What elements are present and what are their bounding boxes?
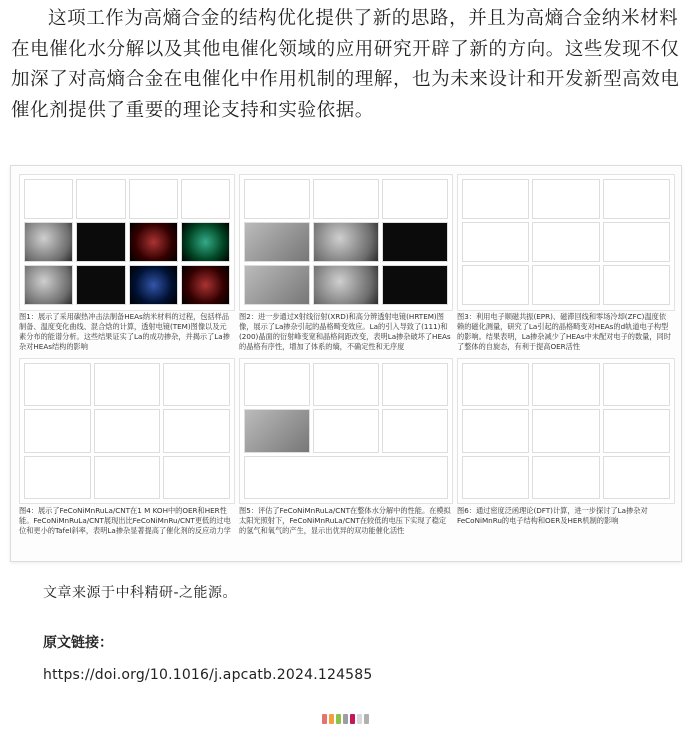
eds-map <box>129 222 178 262</box>
temperature-curve <box>76 179 125 219</box>
source-credit: 文章来源于中科精研-之能源。 <box>43 585 238 601</box>
magnetization-plot <box>462 222 529 262</box>
tem-image <box>24 222 73 262</box>
eds-map <box>129 265 178 305</box>
figure-panel-1 <box>19 174 235 311</box>
xrd-plot <box>244 179 310 219</box>
epr-spectrum <box>462 179 529 219</box>
panel-6-images <box>462 363 670 499</box>
hrtem-image <box>244 265 310 305</box>
figure-panel-2 <box>239 174 453 311</box>
research-figure-collage <box>10 165 682 562</box>
hrtem-image <box>313 265 379 305</box>
dos-plot <box>532 409 599 452</box>
polarization-curve <box>382 363 448 406</box>
hrtem-image <box>244 222 310 262</box>
magnetization-plot <box>532 222 599 262</box>
fft-pattern <box>382 222 448 262</box>
original-link[interactable]: https://doi.org/10.1016/j.apcatb.2024.124585 <box>43 667 373 683</box>
color-dot <box>364 714 369 724</box>
comparison-plot <box>313 409 379 452</box>
color-dots-decoration <box>322 714 369 724</box>
panel-4-images <box>24 363 230 499</box>
lattice-distortion-plot <box>382 179 448 219</box>
dos-plot <box>462 363 529 406</box>
eis-plot <box>163 409 230 452</box>
bar-chart <box>94 456 161 499</box>
figure-caption-1: 图1：展示了采用碳热冲击法制备HEAs纳米材料的过程，包括样品制备、温度变化曲线、混合焓的计算，透射电镜(TEM)图像以及元素分布的能谱分析。这些结果证实了La的成功掺杂，并揭示了La掺杂对HEAs结构的影响 <box>19 312 230 351</box>
eds-map <box>181 222 230 262</box>
eds-map <box>76 265 125 305</box>
figure-caption-4: 图4：展示了FeCoNiMnRuLa/CNT在1 M KOH中的OER和HER性能。FeCoNiMnRuLa/CNT展现出比FeCoNiMnRu/CNT更低的过电位和更小的Tafel斜率，表明La掺杂显著提高了催化剂的反应动力学 <box>19 506 231 535</box>
mixing-enthalpy-plot <box>129 179 178 219</box>
pdos-plot <box>603 409 670 452</box>
fft-pattern <box>382 265 448 305</box>
bar-chart <box>163 456 230 499</box>
figure-caption-5: 图5：评估了FeCoNiMnRuLa/CNT在整体水分解中的性能。在模拟太阳光照射下，FeCoNiMnRuLa/CNT在较低的电压下实现了稳定的氢气和氧气的产生，显示出优异的双功能催化活性 <box>239 506 451 535</box>
polarization-curve <box>313 363 379 406</box>
figure-caption-3: 图3：利用电子顺磁共振(EPR)、磁滞回线和零场冷却(ZFC)温度依赖的磁化测量，研究了La引起的晶格畸变对HEAs的d轨道电子构型的影响。结果表明，La掺杂减少了HEAs中未配对电子的数量，同时了整体的自旋态，有利于提高OER活性 <box>457 312 671 351</box>
stability-plot <box>244 456 448 499</box>
figure-panel-4 <box>19 358 235 504</box>
figure-panel-5 <box>239 358 453 504</box>
color-dot <box>336 714 341 724</box>
eds-map <box>76 222 125 262</box>
color-dot <box>343 714 348 724</box>
dos-plot <box>532 363 599 406</box>
panel-1-images <box>24 179 230 305</box>
figure-caption-6: 图6：通过密度泛函理论(DFT)计算，进一步探讨了La掺杂对FeCoNiMnRu的电子结构和OER及HER机制的影响 <box>457 506 648 525</box>
hysteresis-loop <box>532 179 599 219</box>
panel-3-images <box>462 179 670 305</box>
her-lsv-plot <box>24 409 91 452</box>
panel-2-images <box>244 179 448 305</box>
color-dot <box>329 714 334 724</box>
solar-device-photo <box>244 409 310 452</box>
comparison-plot <box>382 409 448 452</box>
color-dot <box>322 714 327 724</box>
figure-panel-3 <box>457 174 675 311</box>
zfc-plot <box>603 179 670 219</box>
free-energy-plot <box>462 456 529 499</box>
original-link-label: 原文链接： <box>43 635 113 651</box>
dos-plot <box>462 409 529 452</box>
color-dot <box>357 714 362 724</box>
pdos-plot <box>603 363 670 406</box>
water-splitting-schematic <box>244 363 310 406</box>
eis-plot <box>163 363 230 406</box>
color-dot <box>350 714 355 724</box>
orbital-diagram <box>603 222 670 262</box>
electron-configuration <box>532 265 599 305</box>
bar-chart <box>24 456 91 499</box>
article-paragraph: 这项工作为高熵合金的结构优化提供了新的思路，并且为高熵合金纳米材料在电催化水分解以及其他电催化领域的应用研究开辟了新的方向。这些发现不仅加深了对高熵合金在电催化中作用机制的理解，也为未来设计和开发新型高效电催化剂提供了重要的理论支持和实验依据。 <box>11 8 680 121</box>
free-energy-plot <box>532 456 599 499</box>
spin-state-diagram <box>603 265 670 305</box>
free-energy-plot <box>603 456 670 499</box>
crystal-model <box>313 179 379 219</box>
figure-caption-2: 图2：进一步通过X射线衍射(XRD)和高分辨透射电镜(HRTEM)图像，展示了La掺杂引起的晶格畸变效应。La的引入导致了(111)和(200)晶面的衍射峰变宽和晶格间距改变，表明La掺杂破坏了HEAs的晶格有序性，增加了体系的熵，不确定性和无序度 <box>239 312 451 351</box>
eds-map <box>181 265 230 305</box>
tafel-plot <box>94 363 161 406</box>
hrtem-image <box>313 222 379 262</box>
figure-panel-6 <box>457 358 675 504</box>
panel-5-images <box>244 363 448 499</box>
synthesis-schematic <box>24 179 73 219</box>
tem-image <box>24 265 73 305</box>
tafel-plot <box>94 409 161 452</box>
process-diagram <box>181 179 230 219</box>
oer-lsv-plot <box>24 363 91 406</box>
electron-configuration <box>462 265 529 305</box>
